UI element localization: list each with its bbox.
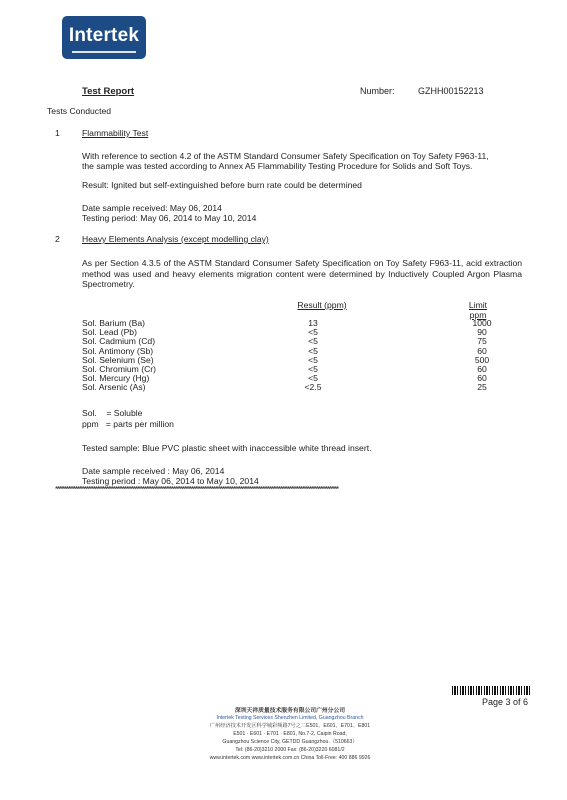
report-number-label: Number: — [360, 86, 395, 96]
footer-address-en: E501 · E601 · E701 · E801, No.7-2, Caipin Road, — [233, 731, 347, 737]
test1-testing-period: Testing period: May 06, 2014 to May 10, 2014 — [82, 213, 257, 223]
spacer — [376, 374, 452, 383]
spacer — [376, 365, 452, 374]
element-name: Sol. Mercury (Hg) — [82, 373, 150, 384]
element-name: Sol. Cadmium (Cd) — [82, 336, 156, 347]
report-number-value: GZHH00152213 — [418, 86, 484, 96]
footer-phone: Tel: (86-20)3210 2000 Fax: (86-20)3220 6081/2 — [235, 747, 345, 753]
spacer — [376, 319, 452, 328]
test2-date-received: Date sample received : May 06, 2014 — [82, 466, 225, 476]
element-name: Sol. Arsenic (As) — [82, 382, 146, 393]
spacer — [376, 356, 452, 365]
barcode — [452, 686, 532, 695]
element-limit: 75 — [477, 336, 487, 347]
element-result: <5 — [308, 373, 318, 384]
element-limit: 90 — [477, 327, 487, 338]
table-row — [82, 374, 512, 383]
tested-sample: Tested sample: Blue PVC plastic sheet with inaccessible white thread insert. — [82, 443, 372, 453]
page-number: Page 3 of 6 — [482, 697, 529, 707]
test1-title: Flammability Test — [82, 128, 149, 138]
element-result: <2.5 — [304, 382, 322, 393]
element-result: <5 — [308, 354, 318, 365]
element-limit: 500 — [474, 354, 490, 365]
table-row — [82, 319, 512, 328]
result-column-header: Result (ppm) — [297, 300, 347, 310]
test2-title: Heavy Elements Analysis (except modelling clay) — [82, 234, 269, 244]
separator-line: ************************************************************************************************************************************************************ — [55, 486, 338, 494]
footer-company-cn: 深圳天祥质量技术服务有限公司广州分公司 — [234, 708, 346, 714]
logo-underline — [72, 51, 136, 53]
intertek-logo — [62, 16, 146, 59]
test1-paragraph-line1: With reference to section 4.2 of the ASTM Standard Consumer Safety Specification on Toy Safety F963-11, — [82, 151, 489, 161]
footer-address-cn: 广州经济技术开发区科学城彩频路7号之二E501、E601、E701、E801 — [209, 723, 371, 729]
footer-company-en: Intertek Testing Services Shenzhen Limited, Guangzhou Branch — [216, 715, 364, 721]
spacer — [376, 383, 452, 392]
legend-soluble: Sol. = Soluble — [82, 408, 143, 418]
section-heading: Tests Conducted — [47, 106, 112, 116]
element-limit: 25 — [477, 382, 487, 393]
element-result: <5 — [308, 327, 318, 338]
element-name: Sol. Selenium (Se) — [82, 354, 154, 365]
element-limit: 60 — [477, 345, 487, 356]
test1-paragraph-line2: the sample was tested according to Annex A5 Flammability Testing Procedure for Solids and Soft Toys. — [82, 161, 473, 171]
element-result: <5 — [308, 336, 318, 347]
spacer — [376, 328, 452, 337]
element-result: 13 — [308, 318, 318, 328]
test1-result: Result: Ignited but self-extinguished before burn rate could be determined — [82, 180, 362, 190]
element-limit: 60 — [477, 373, 487, 384]
limit-unit-header: ppm — [469, 310, 487, 320]
element-limit: 1000 — [472, 318, 492, 328]
element-limit: 60 — [477, 364, 487, 375]
report-title: Test Report — [82, 86, 135, 97]
test2-testing-period: Testing period : May 06, 2014 to May 10, 2014 — [82, 476, 259, 486]
test2-paragraph: As per Section 4.3.5 of the ASTM Standard Consumer Safety Specification on Toy Safety F963-11, acid extraction method was used and heavy elements migration content were determined by Inductively Coupled Argon Plasma Spectrometry. — [82, 258, 522, 289]
spacer — [376, 337, 452, 346]
element-name: Sol. Antimony (Sb) — [82, 345, 154, 356]
element-name: Sol. Chromium (Cr) — [82, 364, 157, 375]
legend-ppm: ppm = parts per million — [82, 419, 174, 429]
test1-date-received: Date sample received: May 06, 2014 — [82, 203, 222, 213]
table-row — [82, 383, 512, 392]
heavy-elements-table — [82, 319, 512, 393]
element-name: Sol. Barium (Ba) — [82, 318, 146, 328]
test1-number: 1 — [55, 128, 60, 138]
element-result: <5 — [308, 345, 318, 356]
element-result: <5 — [308, 364, 318, 375]
limit-column-header: Limit — [468, 300, 488, 310]
test2-number: 2 — [55, 234, 60, 244]
logo-text: Intertek — [68, 25, 140, 46]
spacer — [376, 347, 452, 356]
element-name: Sol. Lead (Pb) — [82, 327, 137, 338]
footer-web: www.intertek.com www.intertek.com.cn China Toll-Free: 400 886 9926 — [209, 755, 371, 761]
footer-city: Guangzhou Science City, GETDD Guangzhou.（510663） — [222, 739, 358, 745]
